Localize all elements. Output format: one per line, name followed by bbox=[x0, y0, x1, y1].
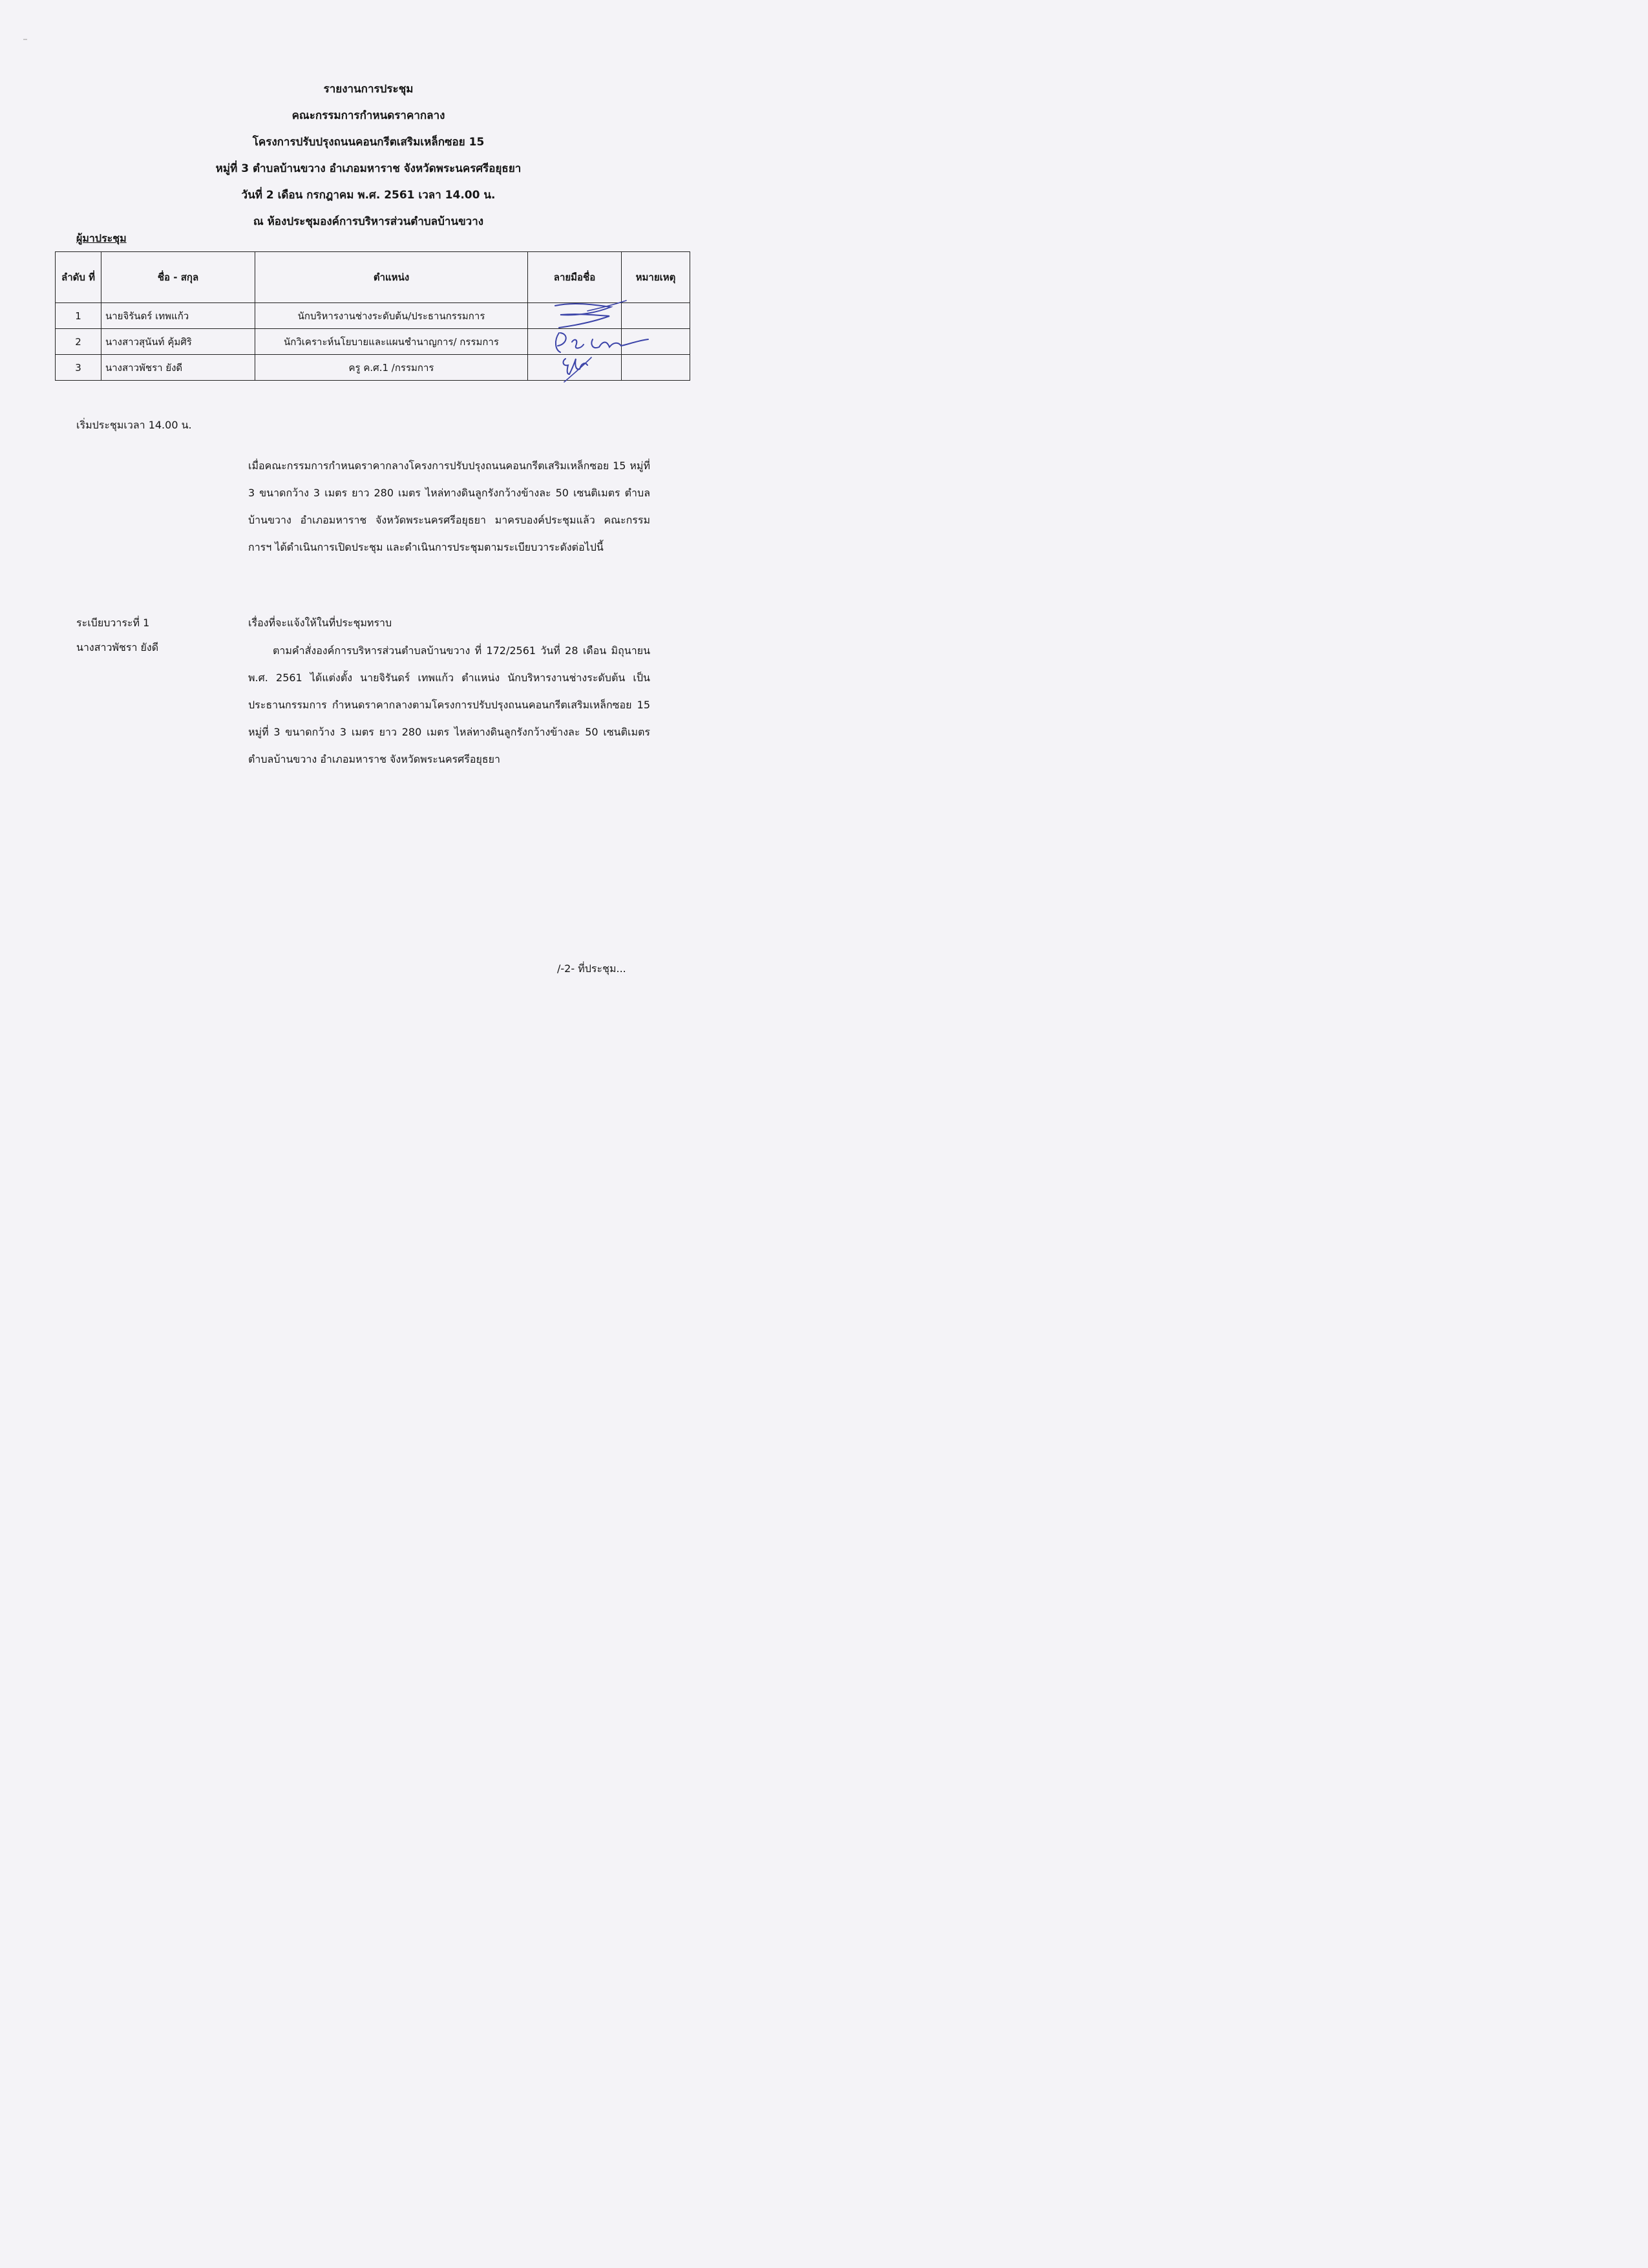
row-number: 2 bbox=[56, 329, 101, 355]
project-location: หมู่ที่ 3 ตำบลบ้านขวาง อำเภอมหาราช จังหวัดพระนครศรีอยุธยา bbox=[215, 162, 522, 175]
column-header-name: ชื่อ - สกุล bbox=[101, 252, 255, 303]
agenda-speaker: นางสาวพัชรา ยังดี bbox=[76, 641, 159, 653]
column-header-position: ตำแหน่ง bbox=[255, 252, 528, 303]
meeting-venue: ณ ห้องประชุมองค์การบริหารส่วนตำบลบ้านขวาง bbox=[253, 215, 484, 228]
attendees-heading: ผู้มาประชุม bbox=[76, 232, 127, 244]
page-continuation-note: /-2- ที่ประชุม... bbox=[557, 962, 626, 975]
attendee-position: ครู ค.ศ.1 /กรรมการ bbox=[255, 355, 528, 381]
agenda-item-title: เรื่องที่จะแจ้งให้ในที่ประชุมทราบ bbox=[248, 617, 392, 629]
row-number: 3 bbox=[56, 355, 101, 381]
attendees-table bbox=[55, 251, 690, 381]
handwritten-signature bbox=[547, 299, 631, 332]
remark-cell bbox=[622, 303, 690, 329]
agenda-body-paragraph: ตามคำสั่งองค์การบริหารส่วนตำบลบ้านขวาง ที่ 172/2561 วันที่ 28 เดือน มิถุนายน พ.ศ. 2561 ได้แต่งตั้ง นายจิรันดร์ เทพแก้ว ตำแหน่ง นักบริหารงานช่างระดับต้น เป็นประธานกรรมการ กำหนดราคากลางตามโครงการปรับปรุงถนนคอนกรีตเสริมเหล็กซอย 15 หมู่ที่ 3 ขนาดกว้าง 3 เมตร ยาว 280 เมตร ไหล่ทางดินลูกรังกว้างข้างละ 50 เซนติเมตร ตำบลบ้านขวาง อำเภอมหาราช จังหวัดพระนครศรีอยุธยา bbox=[248, 644, 650, 765]
attendee-name: นางสาวสุนันท์ คุ้มศิริ bbox=[101, 329, 255, 355]
attendee-position: นักบริหารงานช่างระดับต้น/ประธานกรรมการ bbox=[255, 303, 528, 329]
attendee-position: นักวิเคราะห์นโยบายและแผนชำนาญการ/ กรรมการ bbox=[255, 329, 528, 355]
column-header-signature: ลายมือชื่อ bbox=[528, 252, 622, 303]
attendee-name: นายจิรันดร์ เทพแก้ว bbox=[101, 303, 255, 329]
remark-cell bbox=[622, 355, 690, 381]
signature-cell bbox=[528, 355, 622, 381]
meeting-start-time: เริ่มประชุมเวลา 14.00 น. bbox=[76, 419, 192, 431]
table-row bbox=[56, 329, 690, 355]
table-row bbox=[56, 303, 690, 329]
row-number: 1 bbox=[56, 303, 101, 329]
attendee-name: นางสาวพัชรา ยังดี bbox=[101, 355, 255, 381]
column-header-no: ลำดับ ที่ bbox=[56, 252, 101, 303]
report-header bbox=[0, 76, 737, 235]
table-row bbox=[56, 355, 690, 381]
agenda-item-label: ระเบียบวาระที่ 1 bbox=[76, 617, 150, 629]
signature-cell bbox=[528, 303, 622, 329]
intro-paragraph: เมื่อคณะกรรมการกำหนดราคากลางโครงการปรับปรุงถนนคอนกรีตเสริมเหล็กซอย 15 หมู่ที่ 3 ขนาดกว้าง 3 เมตร ยาว 280 เมตร ไหล่ทางดินลูกรังกว้างข้างละ 50 เซนติเมตร ตำบลบ้านขวาง อำเภอมหาราช จังหวัดพระนครศรีอยุธยา มาครบองค์ประชุมแล้ว คณะกรรมการฯ ได้ดำเนินการเปิดประชุม และดำเนินการประชุมตามระเบียบวาระดังต่อไปนี้ bbox=[248, 460, 650, 553]
meeting-datetime: วันที่ 2 เดือน กรกฎาคม พ.ศ. 2561 เวลา 14.00 น. bbox=[241, 189, 496, 202]
handwritten-signature bbox=[559, 352, 604, 385]
project-name: โครงการปรับปรุงถนนคอนกรีตเสริมเหล็กซอย 15 bbox=[252, 136, 485, 149]
committee-name: คณะกรรมการกำหนดราคากลาง bbox=[291, 109, 445, 122]
scan-speck bbox=[23, 39, 27, 40]
report-title: รายงานการประชุม bbox=[323, 83, 414, 96]
attendees-header-row bbox=[56, 252, 690, 303]
document-page bbox=[0, 0, 737, 1013]
column-header-remark: หมายเหตุ bbox=[622, 252, 690, 303]
signature-cell bbox=[528, 329, 622, 355]
